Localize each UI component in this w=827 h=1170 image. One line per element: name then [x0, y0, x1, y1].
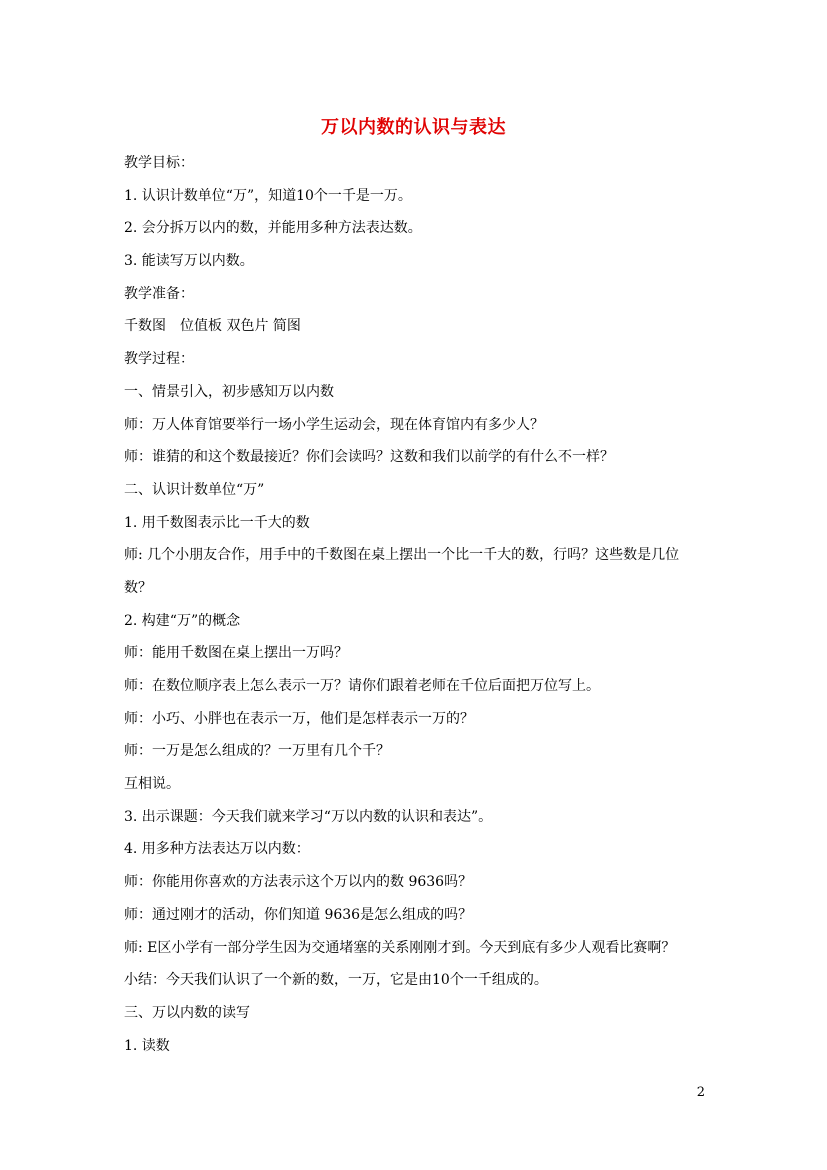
text-line: 师：能用千数图在桌上摆出一万吗？ [124, 645, 348, 662]
text-line: 小结：今天我们认识了一个新的数，一万，它是由10个一千组成的。 [124, 972, 548, 989]
text-line: 千数图 位值板 双色片 简图 [124, 318, 301, 335]
text-line: 2. 构建“万”的概念 [124, 612, 241, 629]
text-line: 师：在数位顺序表上怎么表示一万？请你们跟着老师在千位后面把万位写上。 [124, 678, 600, 694]
text-line: 师：一万是怎么组成的？一万里有几个千？ [124, 743, 390, 760]
document-title: 万以内数的认识与表达 [321, 117, 506, 138]
text-line: 2. 会分拆万以内的数，并能用多种方法表达数。 [124, 220, 422, 237]
text-line: 数？ [124, 579, 152, 596]
text-line: 师: 几个小朋友合作，用手中的千数图在桌上摆出一个比一千大的数，行吗？这些数是几位 [124, 547, 680, 564]
text-line: 一、情景引入，初步感知万以内数 [124, 383, 334, 400]
text-line: 互相说。 [124, 776, 180, 793]
text-line: 1. 用千数图表示比一千大的数 [124, 514, 310, 531]
text-line: 师: E区小学有一部分学生因为交通堵塞的关系刚刚才到。今天到底有多少人观看比赛啊？ [124, 939, 676, 956]
text-line: 4. 用多种方法表达万以内数： [124, 841, 310, 858]
text-line: 二、认识计数单位“万” [124, 481, 265, 498]
text-line: 师：万人体育馆要举行一场小学生运动会，现在体育馆内有多少人？ [124, 416, 544, 433]
text-line: 师：小巧、小胖也在表示一万，他们是怎样表示一万的？ [124, 710, 474, 727]
page-number: 2 [696, 1085, 705, 1100]
text-line: 1. 读数 [124, 1037, 170, 1054]
text-line: 1. 认识计数单位“万”，知道10个一千是一万。 [124, 187, 412, 204]
document-body [124, 147, 704, 1062]
text-line: 师：谁猜的和这个数最接近？你们会读吗？这数和我们以前学的有什么不一样？ [124, 449, 614, 466]
text-line: 3. 能读写万以内数。 [124, 253, 254, 270]
text-line: 师：你能用你喜欢的方法表示这个万以内的数 9636吗？ [124, 874, 473, 891]
text-line: 师：通过刚才的活动，你们知道 9636是怎么组成的吗？ [124, 906, 473, 923]
text-line: 教学过程： [124, 351, 194, 368]
text-line: 三、万以内数的读写 [124, 1004, 250, 1021]
text-line: 3. 出示课题：今天我们就来学习“万以内数的认识和表达”。 [124, 808, 493, 825]
text-line: 教学准备： [124, 285, 194, 302]
text-line: 教学目标： [124, 155, 194, 171]
